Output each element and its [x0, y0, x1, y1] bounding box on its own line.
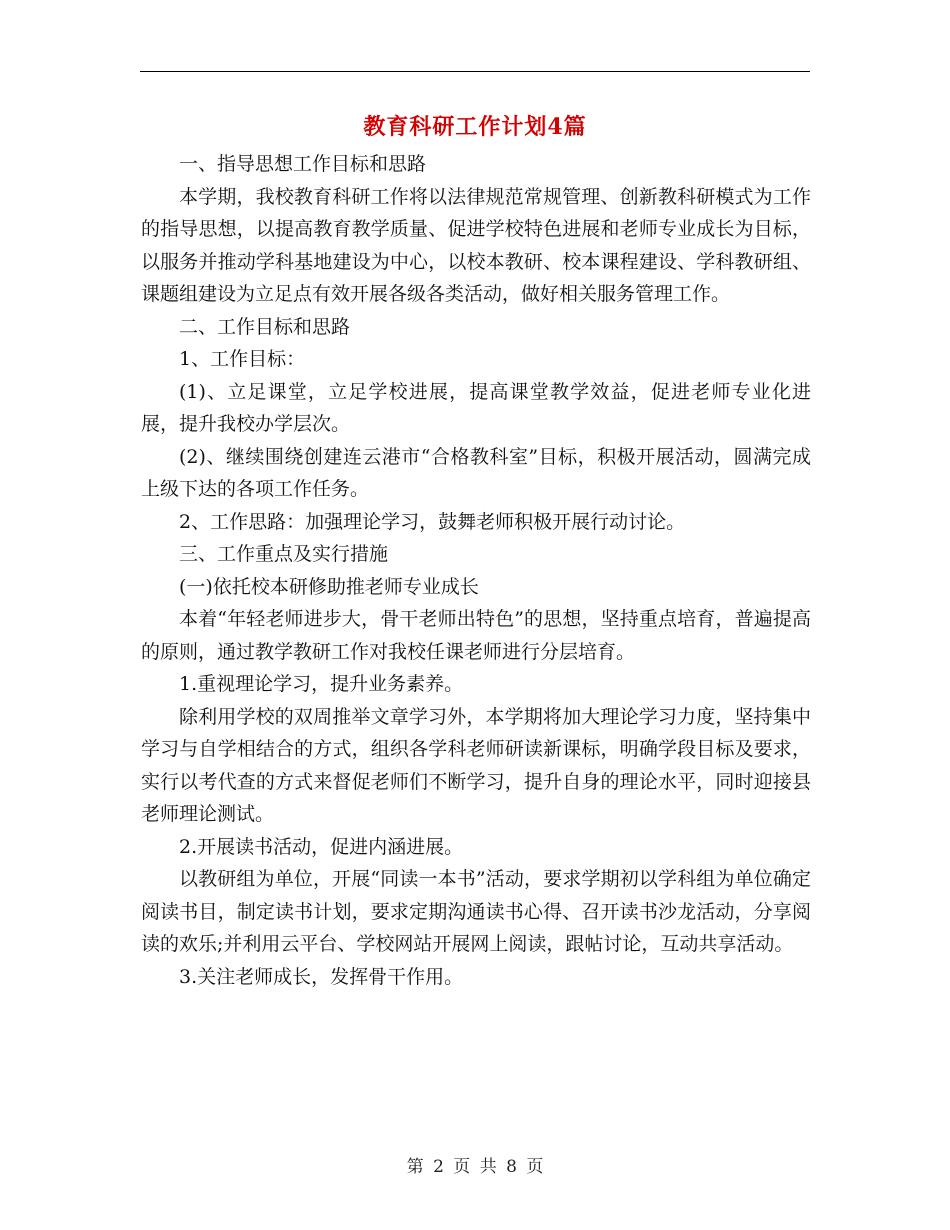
- section-heading-1: 一、指导思想工作目标和思路: [179, 153, 427, 175]
- document-title: 教育科研工作计划4篇: [363, 114, 587, 140]
- item-heading-3: 3.关注老师成长，发挥骨干作用。: [179, 965, 464, 988]
- document-body: [141, 148, 811, 993]
- body-paragraph: 除利用学校的双周推举文章学习外，本学期将加大理论学习力度，坚持集中学习与自学相结合的方式，组织各学科老师研读新课标，明确学段目标及要求，实行以考代查的方式来督促老师们不断学习，提升自身的理论水平，同时迎接县老师理论测试。: [141, 705, 811, 825]
- list-item-goal-1: (1)、立足课堂，立足学校进展，提高课堂教学效益，促进老师专业化进展，提升我校办学层次。: [141, 380, 811, 435]
- subsection-heading-1: (一)依托校本研修助推老师专业成长: [179, 575, 479, 598]
- subheading-goals: 1、工作目标：: [179, 348, 306, 370]
- section-heading-3: 三、工作重点及实行措施: [179, 543, 389, 565]
- section-heading-2: 二、工作目标和思路: [179, 315, 351, 338]
- body-paragraph: 本着“年轻老师进步大，骨干老师出特色”的思想，坚持重点培育，普遍提高的原则，通过教学教研工作对我校任课老师进行分层培育。: [141, 608, 811, 663]
- header-rule: [140, 71, 810, 72]
- body-paragraph: 以教研组为单位，开展“同读一本书”活动，要求学期初以学科组为单位确定阅读书目，制定读书计划，要求定期沟通读书心得、召开读书沙龙活动，分享阅读的欢乐;并利用云平台、学校网站开展网上阅读，跟帖讨论，互动共享活动。: [141, 868, 811, 955]
- page-number-footer: 第 2 页 共 8 页: [406, 1157, 544, 1177]
- item-heading-2: 2.开展读书活动，促进内涵进展。: [179, 835, 464, 858]
- list-item-goal-2: (2)、继续围绕创建连云港市“合格教科室”目标，积极开展活动，圆满完成上级下达的各项工作任务。: [141, 445, 811, 500]
- subheading-approach: 2、工作思路：加强理论学习，鼓舞老师积极开展行动讨论。: [179, 510, 686, 533]
- body-paragraph: 本学期，我校教育科研工作将以法律规范常规管理、创新教科研模式为工作的指导思想，以提高教育教学质量、促进学校特色进展和老师专业成长为目标，以服务并推动学科基地建设为中心，以校本教研、校本课程建设、学科教研组、课题组建设为立足点有效开展各级各类活动，做好相关服务管理工作。: [141, 185, 811, 305]
- item-heading-1: 1.重视理论学习，提升业务素养。: [179, 673, 464, 695]
